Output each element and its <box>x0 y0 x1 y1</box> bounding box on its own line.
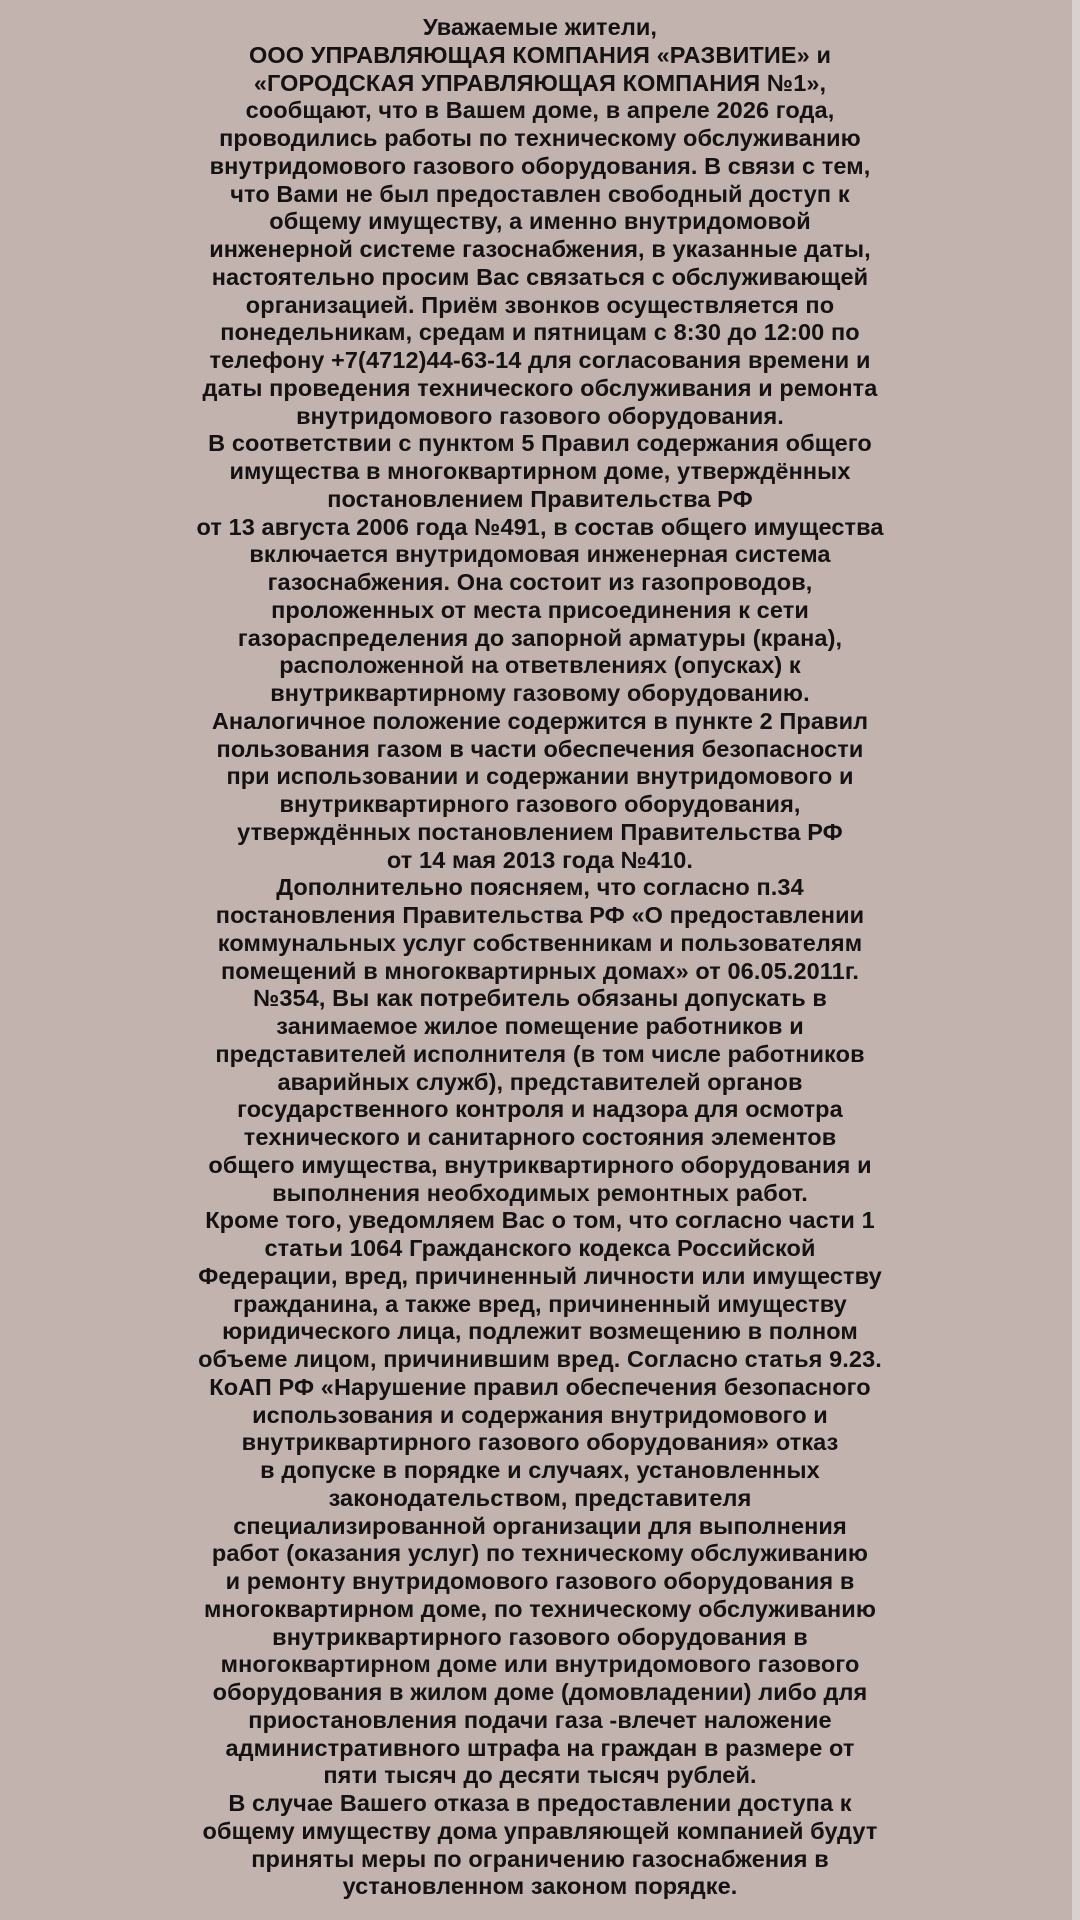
notice-line: имущества в многоквартирном доме, утверждённых <box>229 458 851 484</box>
notice-line: от 13 августа 2006 года №491, в состав общего имущества <box>196 513 884 540</box>
notice-line: настоятельно просим Вас связаться с обслуживающей <box>211 263 869 290</box>
notice-line: и ремонту внутридомового газового оборудования в <box>225 1568 855 1594</box>
notice-line: В случае Вашего отказа в предоставлении доступа к <box>228 1790 852 1816</box>
notice-line: общему имуществу, а именно внутридомовой <box>269 208 811 235</box>
notice-line: утверждённых постановлением Правительства РФ <box>237 818 843 845</box>
notice-line: внутриквартирного газового оборудования в <box>272 1623 808 1650</box>
notice-line: расположенной на ответвлениях (опусках) к <box>279 652 801 679</box>
notice-line: газораспределения до запорной арматуры (крана), <box>237 624 843 651</box>
notice-line: №354, Вы как потребитель обязаны допускать в <box>253 985 827 1012</box>
notice-line: приостановления подачи газа -влечет наложение <box>248 1706 832 1733</box>
notice-line: внутриквартирному газовому оборудованию. <box>270 680 810 706</box>
notice-line: законодательством, представителя <box>328 1484 752 1511</box>
right-edge-strip <box>1072 0 1080 1920</box>
notice-line: внутриквартирного газового оборудования» отказ <box>241 1429 839 1456</box>
notice-line: «ГОРОДСКАЯ УПРАВЛЯЮЩАЯ КОМПАНИЯ №1», <box>253 69 827 96</box>
notice-line: гражданина, а также вред, причиненный имуществу <box>233 1290 847 1317</box>
notice-line: Уважаемые жители, <box>422 14 658 40</box>
notice-line: КоАП РФ «Нарушение правил обеспечения безопасного <box>209 1373 871 1400</box>
notice-line: сообщают, что в Вашем доме, в апреле 2026 года, <box>245 97 835 124</box>
notice-line: технического и санитарного состояния элементов <box>243 1124 837 1150</box>
notice-line: специализированной организации для выполнения <box>233 1512 847 1539</box>
notice-line: многоквартирном доме, по техническому обслуживанию <box>203 1595 877 1622</box>
notice-line: занимаемое жилое помещение работников и <box>276 1013 804 1039</box>
notice-line: проводились работы по техническому обслуживанию <box>219 125 861 151</box>
notice-line: приняты меры по ограничению газоснабжения в <box>251 1845 829 1872</box>
notice-line: помещений в многоквартирных домах» от 06.05.2011г. <box>221 957 859 984</box>
notice-line: административного штрафа на граждан в размере от <box>225 1734 855 1761</box>
notice-line: использования и содержания внутридомового и <box>252 1401 828 1428</box>
notice-line: пяти тысяч до десяти тысяч рублей. <box>323 1762 757 1789</box>
notice-line: даты проведения технического обслуживания и ремонта <box>202 374 878 401</box>
notice-line: Федерации, вред, причиненный личности или имуществу <box>198 1262 882 1289</box>
notice-line: проложенных от места присоединения к сети <box>271 596 809 623</box>
notice-line: инженерной системе газоснабжения, в указанные даты, <box>209 236 871 262</box>
notice-line: газоснабжения. Она состоит из газопроводов, <box>267 569 813 595</box>
notice-line: государственного контроля и надзора для осмотра <box>237 1096 843 1123</box>
notice-line: представителей исполнителя (в том числе работников <box>215 1040 865 1067</box>
notice-line: В соответствии с пунктом 5 Правил содержания общего <box>208 430 872 457</box>
notice-line: объеме лицом, причинившим вред. Согласно статья 9.23. <box>198 1346 882 1372</box>
notice-line: постановления Правительства РФ «О предоставлении <box>215 902 865 928</box>
notice-line: телефону +7(4712)44-63-14 для согласования времени и <box>209 347 871 373</box>
notice-line: постановлением Правительства РФ <box>327 485 753 512</box>
notice-line: работ (оказания услуг) по техническому обслуживанию <box>211 1540 869 1567</box>
notice-line: установленном законом порядке. <box>342 1873 738 1900</box>
notice-text <box>36 14 1044 1901</box>
notice-line: включается внутридомовая инженерная система <box>249 541 831 568</box>
notice-line: многоквартирном доме или внутридомового газового <box>220 1651 860 1678</box>
notice-line: внутридомового газового оборудования. <box>296 402 784 429</box>
notice-line: что Вами не был предоставлен свободный доступ к <box>230 180 850 207</box>
notice-line: пользования газом в части обеспечения безопасности <box>216 735 864 762</box>
notice-line: коммунальных услуг собственникам и пользователям <box>217 929 863 956</box>
notice-line: общего имущества, внутриквартирного оборудования и <box>208 1151 872 1178</box>
notice-line: от 14 мая 2013 года №410. <box>386 846 694 873</box>
notice-line: организацией. Приём звонков осуществляется по <box>245 291 835 318</box>
notice-line: Кроме того, уведомляем Вас о том, что согласно части 1 <box>205 1207 875 1234</box>
notice-line: юридического лица, подлежит возмещению в полном <box>222 1318 858 1345</box>
notice-line: оборудования в жилом доме (домовладении) либо для <box>212 1679 868 1705</box>
notice-line: Дополнительно поясняем, что согласно п.34 <box>276 874 804 901</box>
notice-line: выполнения необходимых ремонтных работ. <box>272 1179 808 1206</box>
notice-line: общему имуществу дома управляющей компанией будут <box>202 1817 878 1844</box>
notice-line: Аналогичное положение содержится в пункте 2 Правил <box>211 707 869 734</box>
notice-line: при использовании и содержании внутридомового и <box>226 763 854 790</box>
notice-line: в допуске в порядке и случаях, установленных <box>260 1457 820 1483</box>
notice-line: внутридомового газового оборудования. В связи с тем, <box>209 152 871 179</box>
notice-line: внутриквартирного газового оборудования, <box>279 791 801 817</box>
notice-line: статьи 1064 Гражданского кодекса Российской <box>264 1235 816 1261</box>
notice-line: понедельникам, средам и пятницам с 8:30 до 12:00 по <box>220 319 860 346</box>
notice-line: аварийных служб), представителей органов <box>277 1068 803 1095</box>
notice-line: ООО УПРАВЛЯЮЩАЯ КОМПАНИЯ «РАЗВИТИЕ» и <box>248 41 832 68</box>
